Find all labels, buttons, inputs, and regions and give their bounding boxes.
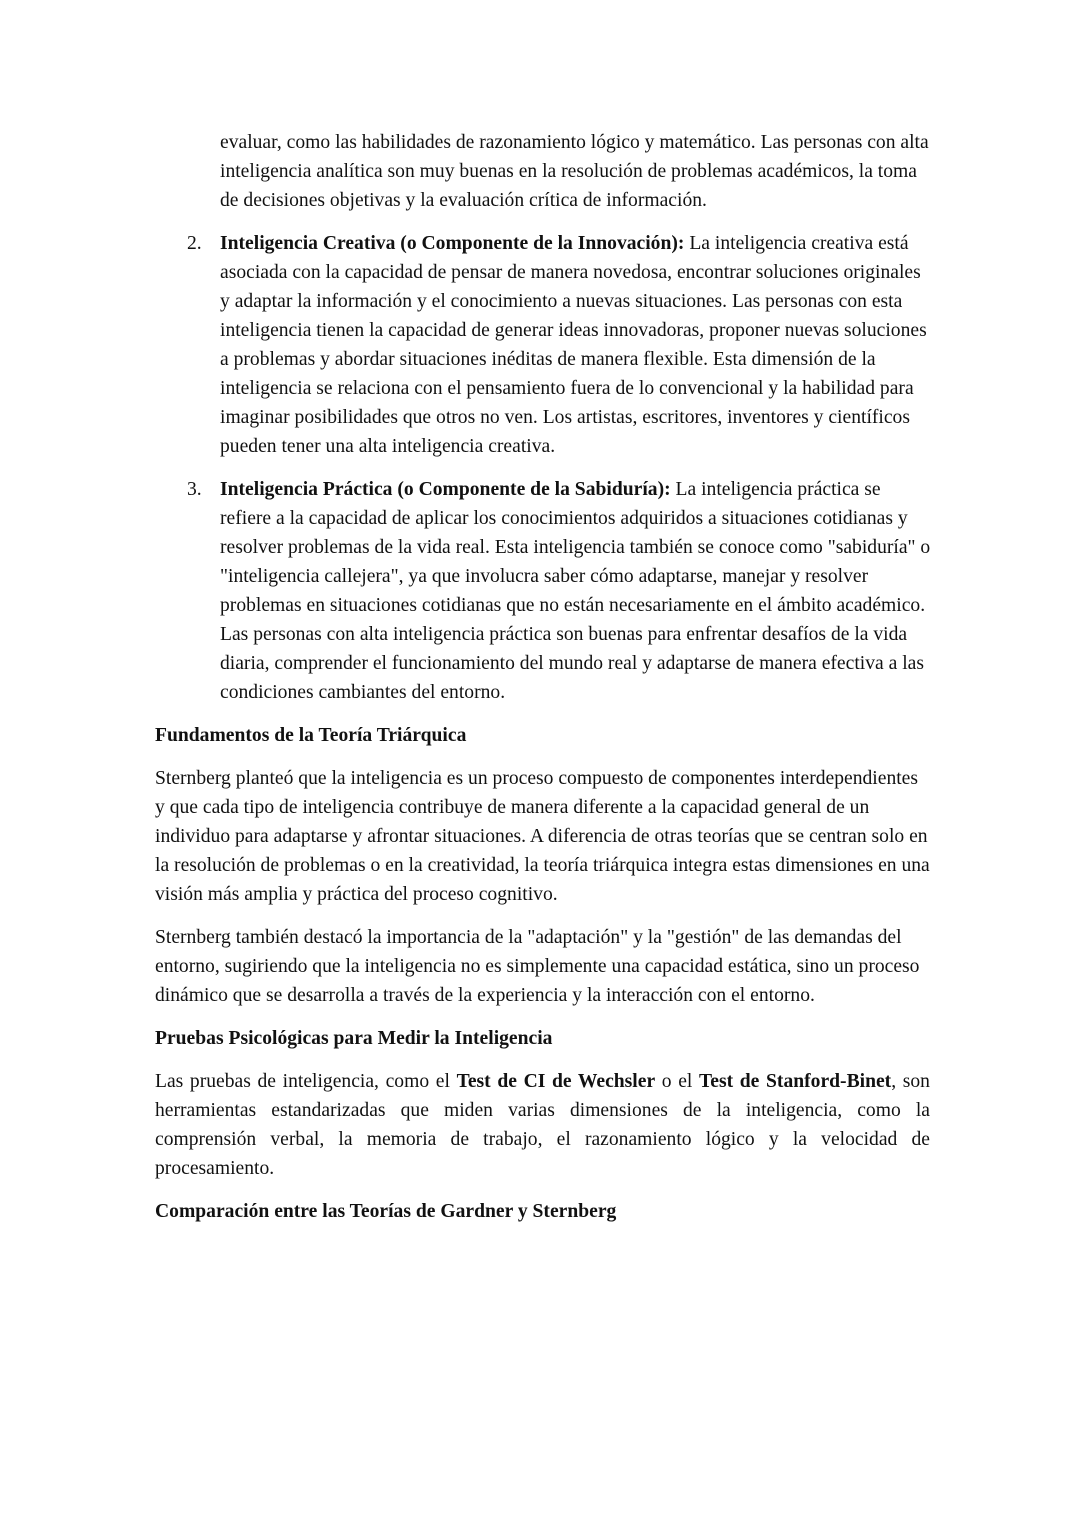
continuation-text: evaluar, como las habilidades de razonamiento lógico y matemático. Las personas con alta inteligencia analítica son muy buenas en la resolución de problemas académicos, la toma de decisiones objetivas y la evaluación crítica de información. bbox=[220, 132, 929, 211]
list-number: 3. bbox=[187, 479, 202, 500]
section-heading-comparacion: Comparación entre las Teorías de Gardner y Sternberg bbox=[155, 1201, 617, 1222]
intelligence-list bbox=[155, 229, 930, 707]
list-item-text: La inteligencia práctica se refiere a la capacidad de aplicar los conocimientos adquiridos a situaciones cotidianas y resolver problemas de la vida real. Esta inteligencia también se conoce como "sabiduría" o "inteligencia callejera", ya que involucra saber cómo adaptarse, manejar y resolver problemas en situaciones cotidianas que no están necesariamente en el ámbito académico. Las personas con alta inteligencia práctica son buenas para enfrentar desafíos de la vida diaria, comprender el funcionamiento del mundo real y adaptarse de manera efectiva a las condiciones cambiantes del entorno. bbox=[220, 479, 931, 703]
paragraph: Sternberg también destacó la importancia de la "adaptación" y la "gestión" de las demandas del entorno, sugiriendo que la inteligencia no es simplemente una capacidad estática, sino un proceso dinámico que se desarrolla a través de la experiencia y la interacción con el entorno. bbox=[155, 927, 920, 1006]
list-item-title: Inteligencia Creativa (o Componente de la Innovación): bbox=[220, 233, 685, 254]
text-run: , son herramientas estandarizadas que miden varias dimensiones de la inteligencia, como la comprensión verbal, la memoria de trabajo, el razonamiento lógico y la velocidad de procesamiento. bbox=[155, 1071, 930, 1179]
list-item-practical bbox=[187, 475, 932, 707]
paragraph: Sternberg planteó que la inteligencia es un proceso compuesto de componentes interdependientes y que cada tipo de inteligencia contribuye de manera diferente a la capacidad general de un individuo para adaptarse y afrontar situaciones. A diferencia de otras teorías que se centran solo en la resolución de problemas o en la creatividad, la teoría triárquica integra estas dimensiones en una visión más amplia y práctica del proceso cognitivo. bbox=[155, 768, 930, 905]
document-page bbox=[155, 128, 930, 1240]
text-run: Las pruebas de inteligencia, como el bbox=[155, 1071, 457, 1092]
paragraph-tests bbox=[155, 1067, 930, 1183]
text-run: o el bbox=[655, 1071, 700, 1092]
list-item-text: La inteligencia creativa está asociada con la capacidad de pensar de manera novedosa, encontrar soluciones originales y adaptar la información y el conocimiento a nuevas situaciones. Las personas con esta inteligencia tienen la capacidad de generar ideas innovadoras, proponer nuevas soluciones a problemas y abordar situaciones inéditas de manera flexible. Esta dimensión de la inteligencia se relaciona con el pensamiento fuera de lo convencional y la habilidad para imaginar posibilidades que otros no ven. Los artistas, escritores, inventores y científicos pueden tener una alta inteligencia creativa. bbox=[220, 233, 927, 457]
section-heading-fundamentos: Fundamentos de la Teoría Triárquica bbox=[155, 725, 467, 746]
bold-term-stanford-binet: Test de Stanford-Binet bbox=[699, 1071, 892, 1092]
list-item-creative bbox=[187, 229, 932, 461]
section-heading-pruebas: Pruebas Psicológicas para Medir la Inteligencia bbox=[155, 1028, 553, 1049]
bold-term-wechsler: Test de CI de Wechsler bbox=[456, 1071, 656, 1092]
list-item-continuation bbox=[220, 128, 932, 215]
list-number: 2. bbox=[187, 233, 202, 254]
list-item-title: Inteligencia Práctica (o Componente de la Sabiduría): bbox=[220, 479, 671, 500]
